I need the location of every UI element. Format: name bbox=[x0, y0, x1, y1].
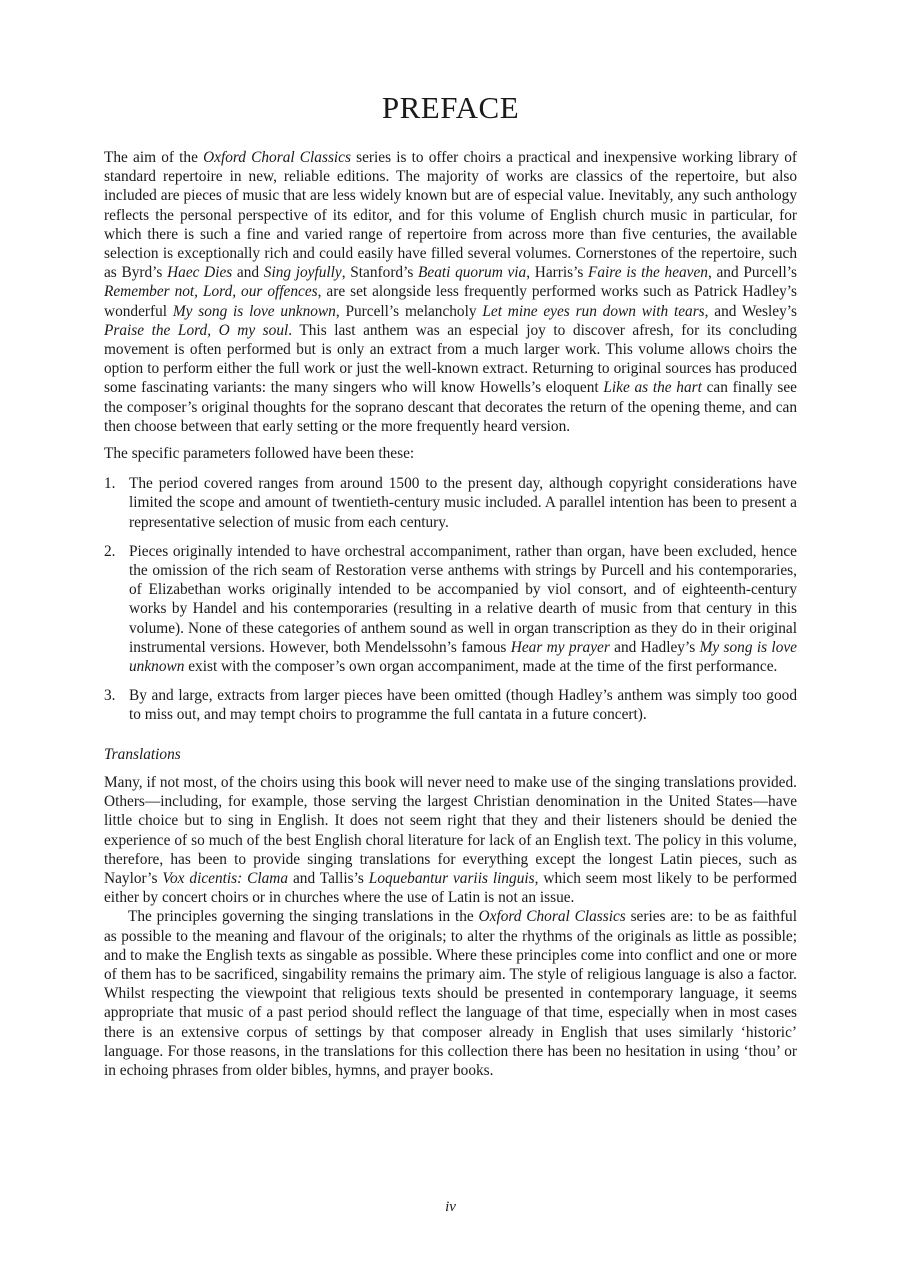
italic-title: Oxford Choral Classics bbox=[478, 908, 626, 926]
italic-title: Beati quorum via bbox=[418, 264, 527, 282]
italic-title: Let mine eyes run down with tears bbox=[482, 302, 705, 320]
italic-title: My song is love unknown bbox=[129, 638, 797, 676]
section-heading-translations: Translations bbox=[104, 745, 181, 763]
italic-title: Sing joyfully bbox=[263, 264, 342, 282]
italic-title: Oxford Choral Classics bbox=[203, 149, 351, 166]
italic-title: Haec Dies bbox=[167, 264, 233, 282]
list-item-text: Pieces originally intended to have orchestral accompaniment, rather than organ, have been excluded, hence the omission of the rich seam of Restoration verse anthems with strings by Purcell and his contemporaries, of Elizabethan works originally intended to be accompanied by viol consort, and of eighteenth-century works by Handel and his contemporaries (resulting in a relative dearth of music from that century in this volume). None of these categories of anthem sound as well in organ transcription as they do in their original instrumental versions. However, both Mendelssohn’s famous Hear my prayer and Hadley’s My song is love unknown exist with the composer’s own organ accompaniment, made at the time of the first performance. bbox=[129, 542, 797, 676]
list-item bbox=[104, 686, 797, 724]
list-item bbox=[104, 474, 797, 532]
list-item-number: 3. bbox=[104, 687, 116, 705]
parameters-list bbox=[104, 474, 797, 724]
list-item-text: By and large, extracts from larger pieces have been omitted (though Hadley’s anthem was simply too good to miss out, and may tempt choirs to programme the full cantata in a future concert). bbox=[129, 687, 797, 724]
page-title: PREFACE bbox=[381, 90, 520, 125]
italic-title: Praise the Lord, O my soul bbox=[104, 321, 289, 339]
italic-title: Faire is the heaven bbox=[588, 264, 708, 282]
list-item bbox=[104, 542, 797, 676]
translations-paragraph: Many, if not most, of the choirs using this book will never need to make use of the singing translations provided. Others—including, for example, those serving the largest Christian denomination in the United States—have little choice but to sing in English. It does not seem right that they and their listeners should be denied the experience of so much of the best English choral literature for lack of an English text. The policy in this volume, therefore, has been to provide singing translations for everything except the longest Latin pieces, such as Naylor’s Vox dicentis: Clama and Tallis’s Loquebantur variis linguis, which seem most likely to be performed either by concert choirs or in churches where the use of Latin is not an issue. bbox=[104, 773, 797, 907]
italic-title: Loquebantur variis linguis bbox=[368, 869, 535, 887]
page-number: iv bbox=[445, 1199, 456, 1215]
italic-title: My song is love unknown bbox=[172, 302, 336, 320]
italic-title: Remember not, Lord, our offences bbox=[104, 283, 318, 301]
italic-title: Vox dicentis: Clama bbox=[162, 869, 289, 887]
list-item-text: The period covered ranges from around 1500 to the present day, although copyright considerations have limited the scope and amount of twentieth-century music included. A parallel intention has been to present a representative selection of music from each century. bbox=[129, 475, 797, 531]
parameters-lead: The specific parameters followed have been these: bbox=[104, 445, 415, 463]
italic-title: Like as the hart bbox=[603, 379, 702, 397]
list-item-number: 2. bbox=[104, 542, 116, 560]
page-body bbox=[104, 148, 797, 1080]
italic-title: Hear my prayer bbox=[510, 638, 610, 656]
list-item-number: 1. bbox=[104, 475, 116, 493]
intro-paragraph: The aim of the Oxford Choral Classics series is to offer choirs a practical and inexpensive working library of standard repertoire in new, reliable editions. The majority of works are classics of the repertoire, but also included are pieces of music that are less widely known but are of especial value. Inevitably, any such anthology reflects the personal perspective of its editor, and for this volume of English church music in particular, for which there is such a fine and varied range of repertoire from across more than five centuries, the available selection is exceptionally rich and could easily have filled several volumes. Cornerstones of the repertoire, such as Byrd’s Haec Dies and Sing joyfully, Stanford’s Beati quorum via, Harris’s Faire is the heaven, and Purcell’s Remember not, Lord, our offences, are set alongside less frequently performed works such as Patrick Hadley’s wonderful My song is love unknown, Purcell’s melancholy Let mine eyes run down with tears, and Wesley’s Praise the Lord, O my soul. This last anthem was an especial joy to discover afresh, for its concluding movement is often performed but is only an extract from a much larger work. This volume allows choirs the option to perform either the full work or just the well-known extract. Returning to original sources has produced some fascinating variants: the many singers who will know Howells’s eloquent Like as the hart can finally see the composer’s original thoughts for the soprano descant that decorates the return of the opening theme, and can then choose between that early setting or the more frequently heard version. bbox=[104, 149, 798, 435]
translations-paragraph: The principles governing the singing translations in the Oxford Choral Classics series are: to be as faithful as possible to the meaning and flavour of the originals; to alter the rhythms of the originals as little as possible; and to make the English texts as singable as possible. Where these principles come into conflict and one or more of them has to be sacrificed, singability remains the primary aim. The style of religious language is also a factor. Whilst respecting the viewpoint that religious texts should be presented in contemporary language, it seems appropriate that music of a past period should reflect the language of that time, especially when in most cases there is an extensive corpus of settings by that composer already in English that uses similarly ‘historic’ language. For those reasons, in the translations for this collection there has been no hesitation in using ‘thou’ or in echoing phrases from older bibles, hymns, and prayer books. bbox=[104, 908, 797, 1079]
